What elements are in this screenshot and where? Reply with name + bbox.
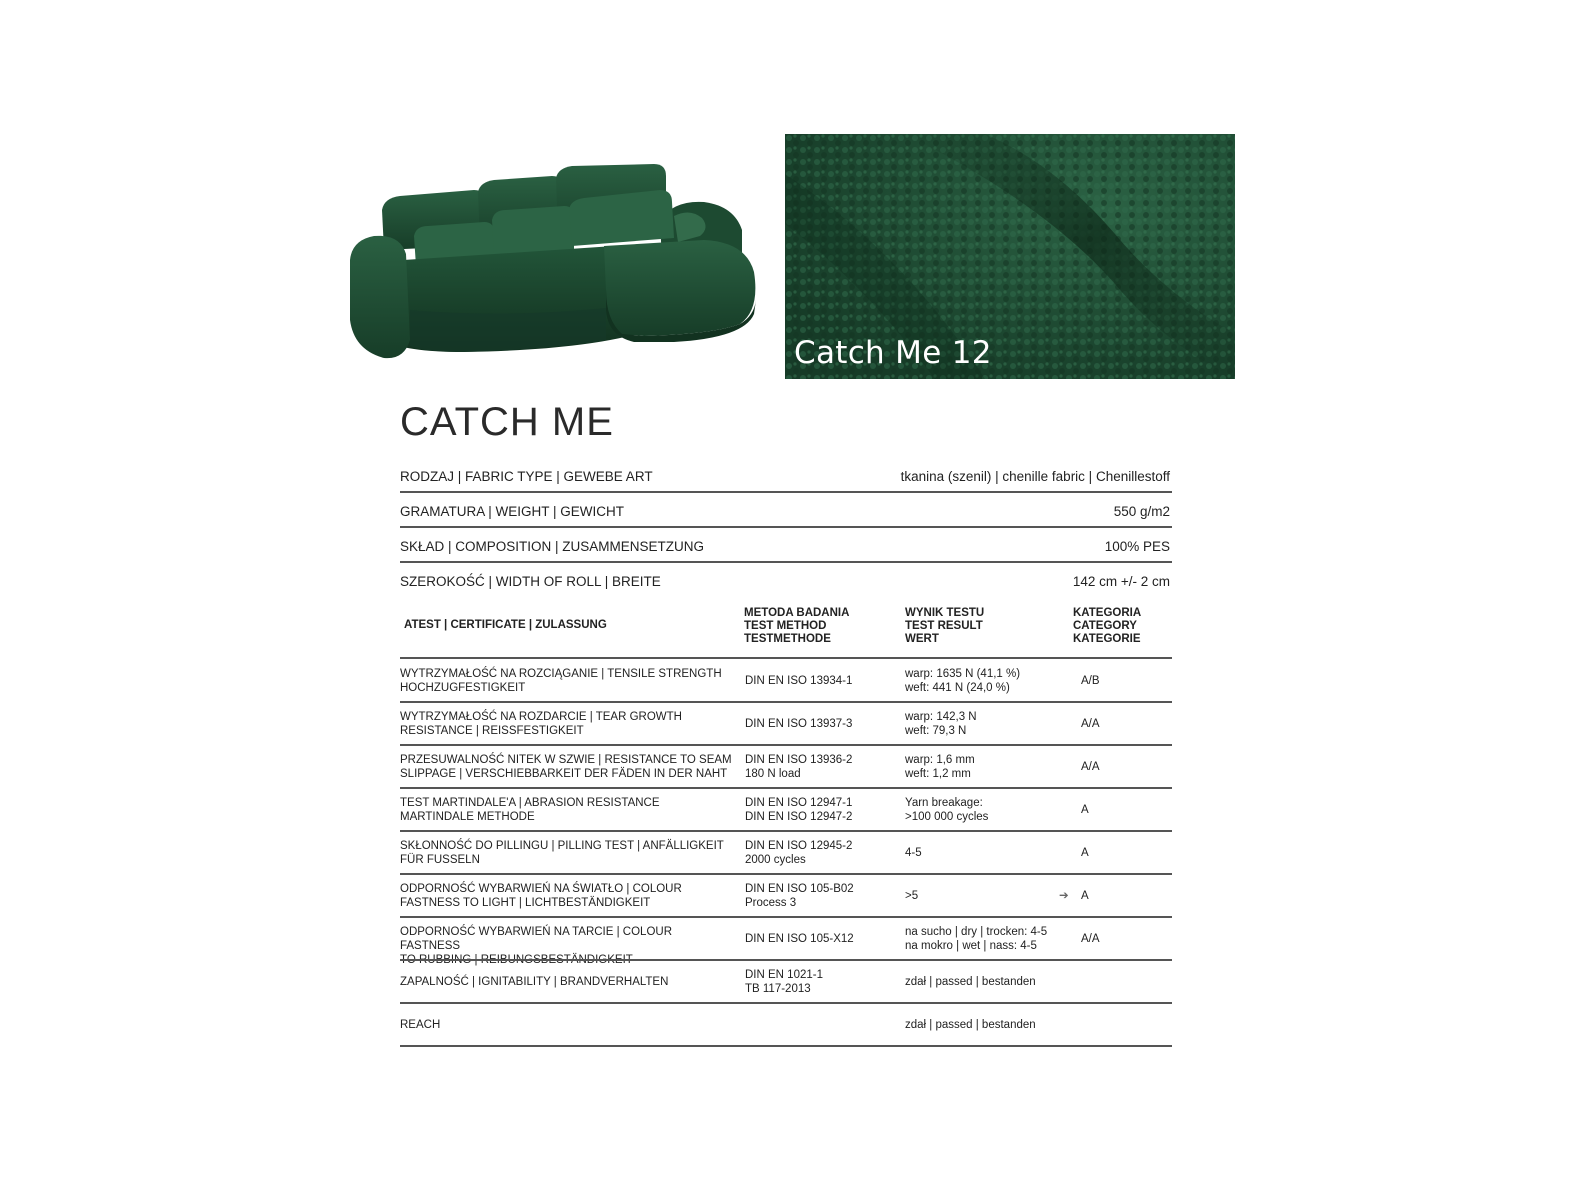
cell-test-result [905,753,1065,781]
table-row [400,918,1172,966]
cell-test-name [400,1018,735,1032]
category-value: A [1081,847,1089,859]
cell-line: ZAPALNOŚĆ | IGNITABILITY | BRANDVERHALTEN [400,976,669,988]
arrow-icon: ➔ [1059,890,1069,902]
table-row [400,961,1172,1004]
certificate-table-header [400,603,1172,659]
header-method [744,607,849,646]
table-row [400,703,1172,746]
cell-test-name [400,753,735,781]
table-row [400,1004,1172,1047]
table-row [400,832,1172,875]
spec-row-width [400,563,1172,598]
cell-line: RESISTANCE | REISSFESTIGKEIT [400,725,584,737]
cell-line: zdał | passed | bestanden [905,976,1036,988]
swatch-label: Catch Me 12 [794,335,992,371]
spec-value: 142 cm +/- 2 cm [1072,574,1170,589]
cell-line: >100 000 cycles [905,811,989,823]
category-value: A/A [1081,718,1100,730]
cell-test-method [745,717,895,731]
cell-test-method [745,796,895,824]
cell-test-result [905,846,1065,860]
cell-line: MARTINDALE METHODE [400,811,535,823]
cell-category [1081,717,1176,731]
row-divider [400,1045,1172,1047]
cell-line: TB 117-2013 [745,983,811,995]
spec-row-fabric-type [400,458,1172,493]
header-category-line: KATEGORIA [1073,607,1142,619]
table-row [400,875,1172,918]
header-method-line: TESTMETHODE [744,633,831,645]
spec-label: SZEROKOŚĆ | WIDTH OF ROLL | BREITE [400,574,661,589]
cell-test-method [745,753,895,781]
cell-line: WYTRZYMAŁOŚĆ NA ROZCIĄGANIE | TENSILE STRENGTH [400,668,722,680]
cell-line: SKŁONNOŚĆ DO PILLINGU | PILLING TEST | ANFÄLLIGKEIT [400,840,724,852]
header-result-line: WERT [905,633,939,645]
header-method-line: METODA BADANIA [744,607,850,619]
cell-line: DIN EN ISO 12945-2 [745,840,853,852]
sofa-illustration [344,150,762,365]
cell-line: 4-5 [905,847,922,859]
cell-line: FÜR FUSSELN [400,854,480,866]
cell-line: DIN EN ISO 12947-2 [745,811,853,823]
cell-line: 180 N load [745,768,801,780]
cell-category [1059,889,1176,903]
cell-line: ODPORNOŚĆ WYBARWIEŃ NA TARCIE | COLOUR FASTNESS [400,926,672,952]
cell-category [1081,846,1176,860]
cell-test-name [400,667,735,695]
cell-line: DIN EN ISO 105-B02 [745,883,854,895]
spec-label: SKŁAD | COMPOSITION | ZUSAMMENSETZUNG [400,539,705,554]
spec-value: 100% PES [1104,539,1170,554]
cell-test-name [400,882,735,910]
cell-line: DIN EN ISO 13937-3 [745,718,853,730]
header-category [1073,607,1141,646]
cell-line: FASTNESS TO LIGHT | LICHTBESTÄNDIGKEIT [400,897,651,909]
header-divider [400,657,1172,659]
cell-line: 2000 cycles [745,854,806,866]
header-method-line: TEST METHOD [744,620,827,632]
cell-line: weft: 1,2 mm [905,768,971,780]
header-category-line: KATEGORIE [1073,633,1141,645]
cell-test-result [905,796,1065,824]
spec-label: RODZAJ | FABRIC TYPE | GEWEBE ART [400,469,653,484]
cell-line: weft: 441 N (24,0 %) [905,682,1010,694]
cell-test-name [400,975,735,989]
cell-test-result [905,667,1065,695]
cell-line: >5 [905,890,919,902]
cell-line: PRZESUWALNOŚĆ NITEK W SZWIE | RESISTANCE TO SEAM [400,754,732,766]
cell-test-result [905,975,1065,989]
cell-line: WYTRZYMAŁOŚĆ NA ROZDARCIE | TEAR GROWTH [400,711,682,723]
cell-line: DIN EN ISO 12947-1 [745,797,853,809]
cell-test-name [400,710,735,738]
cell-line: DIN EN ISO 105-X12 [745,933,854,945]
cell-line: HOCHZUGFESTIGKEIT [400,682,526,694]
cell-test-method [745,968,895,996]
cell-line: warp: 1635 N (41,1 %) [905,668,1021,680]
cell-line: TEST MARTINDALE'A | ABRASION RESISTANCE [400,797,660,809]
spec-value: 550 g/m2 [1113,504,1170,519]
cell-test-name [400,796,735,824]
cell-line: Process 3 [745,897,797,909]
header-result-line: TEST RESULT [905,620,983,632]
category-value: A/B [1081,675,1100,687]
cell-line: Yarn breakage: [905,797,983,809]
cell-category [1081,932,1176,946]
cell-line: warp: 1,6 mm [905,754,975,766]
table-row [400,789,1172,832]
cell-test-result [905,925,1065,953]
cell-line: na sucho | dry | trocken: 4-5 [905,926,1048,938]
cell-line: warp: 142,3 N [905,711,977,723]
header-result [905,607,984,646]
cell-line: zdał | passed | bestanden [905,1019,1036,1031]
cell-category [1081,760,1176,774]
cell-test-result [905,1018,1065,1032]
cell-category [1081,803,1176,817]
cell-test-method [745,674,895,688]
cell-test-method [745,932,895,946]
sofa-image [344,150,762,365]
cell-line: DIN EN 1021-1 [745,969,823,981]
cell-test-result [905,889,1065,903]
category-value: A [1081,804,1089,816]
fabric-swatch [785,134,1235,379]
header-certificate: ATEST | CERTIFICATE | ZULASSUNG [404,619,607,631]
spec-row-weight [400,493,1172,528]
cell-line: ODPORNOŚĆ WYBARWIEŃ NA ŚWIATŁO | COLOUR [400,883,682,895]
header-category-line: CATEGORY [1073,620,1137,632]
cell-test-method [745,882,895,910]
category-value: A/A [1081,933,1100,945]
category-value: A [1081,890,1089,902]
table-row [400,746,1172,789]
spec-row-composition [400,528,1172,563]
cell-test-result [905,710,1065,738]
cell-test-name [400,839,735,867]
spec-value: tkanina (szenil) | chenille fabric | Chenillestoff [900,469,1170,484]
cell-line: DIN EN ISO 13934-1 [745,675,853,687]
cell-line: DIN EN ISO 13936-2 [745,754,853,766]
cell-line: TO RUBBING | REIBUNGSBESTÄNDIGKEIT [400,954,633,966]
cell-category [1081,674,1176,688]
cell-line: REACH [400,1019,441,1031]
cell-line: SLIPPAGE | VERSCHIEBBARKEIT DER FÄDEN IN DER NAHT [400,768,728,780]
cell-test-method [745,839,895,867]
spec-label: GRAMATURA | WEIGHT | GEWICHT [400,504,625,519]
header-result-line: WYNIK TESTU [905,607,985,619]
category-value: A/A [1081,761,1100,773]
cell-line: weft: 79,3 N [905,725,967,737]
product-title: CATCH ME [400,400,614,444]
table-row [400,660,1172,703]
cell-line: na mokro | wet | nass: 4-5 [905,940,1037,952]
